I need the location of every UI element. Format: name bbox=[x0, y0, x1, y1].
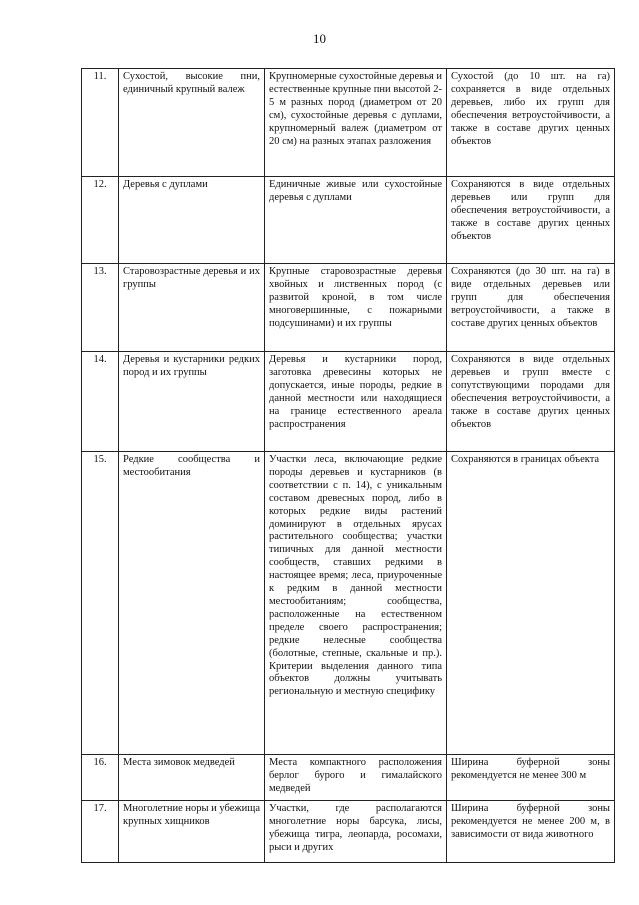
table-row bbox=[82, 264, 615, 352]
object-description: Места компактного расположения берлог бурого и гималайского медведей bbox=[265, 755, 447, 801]
object-name: Редкие сообщества и местообитания bbox=[119, 452, 265, 755]
object-description: Крупные старовозрастные деревья хвойных и лиственных пород (с развитой кроной, в том числе многовершинные, с пожарными подсушинами) и их группы bbox=[265, 264, 447, 352]
table-row bbox=[82, 755, 615, 801]
row-number: 12. bbox=[82, 177, 119, 264]
object-recommendation: Сохраняются в виде отдельных деревьев и групп вместе с сопутствующими породами для обеспечения ветроустойчивости, а также в составе других ценных объектов bbox=[447, 352, 615, 452]
table-row bbox=[82, 801, 615, 863]
object-description: Деревья и кустарники пород, заготовка древесины которых не допускается, иные породы, редкие в данной местности или находящиеся на границе естественного ареала распространения bbox=[265, 352, 447, 452]
object-name: Сухостой, высокие пни, единичный крупный валеж bbox=[119, 69, 265, 177]
object-recommendation: Сохраняются в границах объекта bbox=[447, 452, 615, 755]
object-recommendation: Ширина буферной зоны рекомендуется не менее 200 м, в зависимости от вида животного bbox=[447, 801, 615, 863]
row-number: 15. bbox=[82, 452, 119, 755]
object-description: Единичные живые или сухостойные деревья с дуплами bbox=[265, 177, 447, 264]
object-name: Деревья с дуплами bbox=[119, 177, 265, 264]
objects-table bbox=[81, 68, 615, 863]
row-number: 14. bbox=[82, 352, 119, 452]
object-recommendation: Сухостой (до 10 шт. на га) сохраняется в виде отдельных деревьев, либо их групп для обеспечения ветроустойчивости, а также в составе других ценных объектов bbox=[447, 69, 615, 177]
object-name: Места зимовок медведей bbox=[119, 755, 265, 801]
object-name: Деревья и кустарники редких пород и их группы bbox=[119, 352, 265, 452]
object-recommendation: Ширина буферной зоны рекомендуется не менее 300 м bbox=[447, 755, 615, 801]
object-recommendation: Сохраняются в виде отдельных деревьев или групп для обеспечения ветроустойчивости, а также в составе других ценных объектов bbox=[447, 177, 615, 264]
object-name: Старовозрастные деревья и их группы bbox=[119, 264, 265, 352]
row-number: 16. bbox=[82, 755, 119, 801]
object-recommendation: Сохраняются (до 30 шт. на га) в виде отдельных деревьев или групп для обеспечения ветроустойчивости, а также в составе других ценных объектов bbox=[447, 264, 615, 352]
object-description: Участки, где располагаются многолетние норы барсука, лисы, убежища тигра, леопарда, росомахи, рыси и других bbox=[265, 801, 447, 863]
object-name: Многолетние норы и убежища крупных хищников bbox=[119, 801, 265, 863]
table-row bbox=[82, 177, 615, 264]
table-row bbox=[82, 452, 615, 755]
object-description: Крупномерные сухостойные деревья и естественные крупные пни высотой 2-5 м разных пород (диаметром от 20 см), сухостойные деревья с дуплами, крупномерный валеж (диаметром от 20 см) на разных этапах разложения bbox=[265, 69, 447, 177]
row-number: 17. bbox=[82, 801, 119, 863]
row-number: 11. bbox=[82, 69, 119, 177]
row-number: 13. bbox=[82, 264, 119, 352]
object-description: Участки леса, включающие редкие породы деревьев и кустарников (в соответствии с п. 14), с уникальным составом древесных пород, либо в которых редкие виды растений доминируют в отдельных ярусах растительного сообщества; участки типичных для данной местности сообществ, ставших редкими в настоящее время; леса, приуроченные к редким в данной местности местообитаниям; сообщества, расположенные на естественном пределе своего распространения; редкие нелесные сообщества (болотные, степные, скальные и пр.). Критерии выделения данного типа объектов должны учитывать региональную и местную специфику bbox=[265, 452, 447, 755]
page-number: 10 bbox=[313, 31, 326, 46]
table-row bbox=[82, 69, 615, 177]
table-row bbox=[82, 352, 615, 452]
